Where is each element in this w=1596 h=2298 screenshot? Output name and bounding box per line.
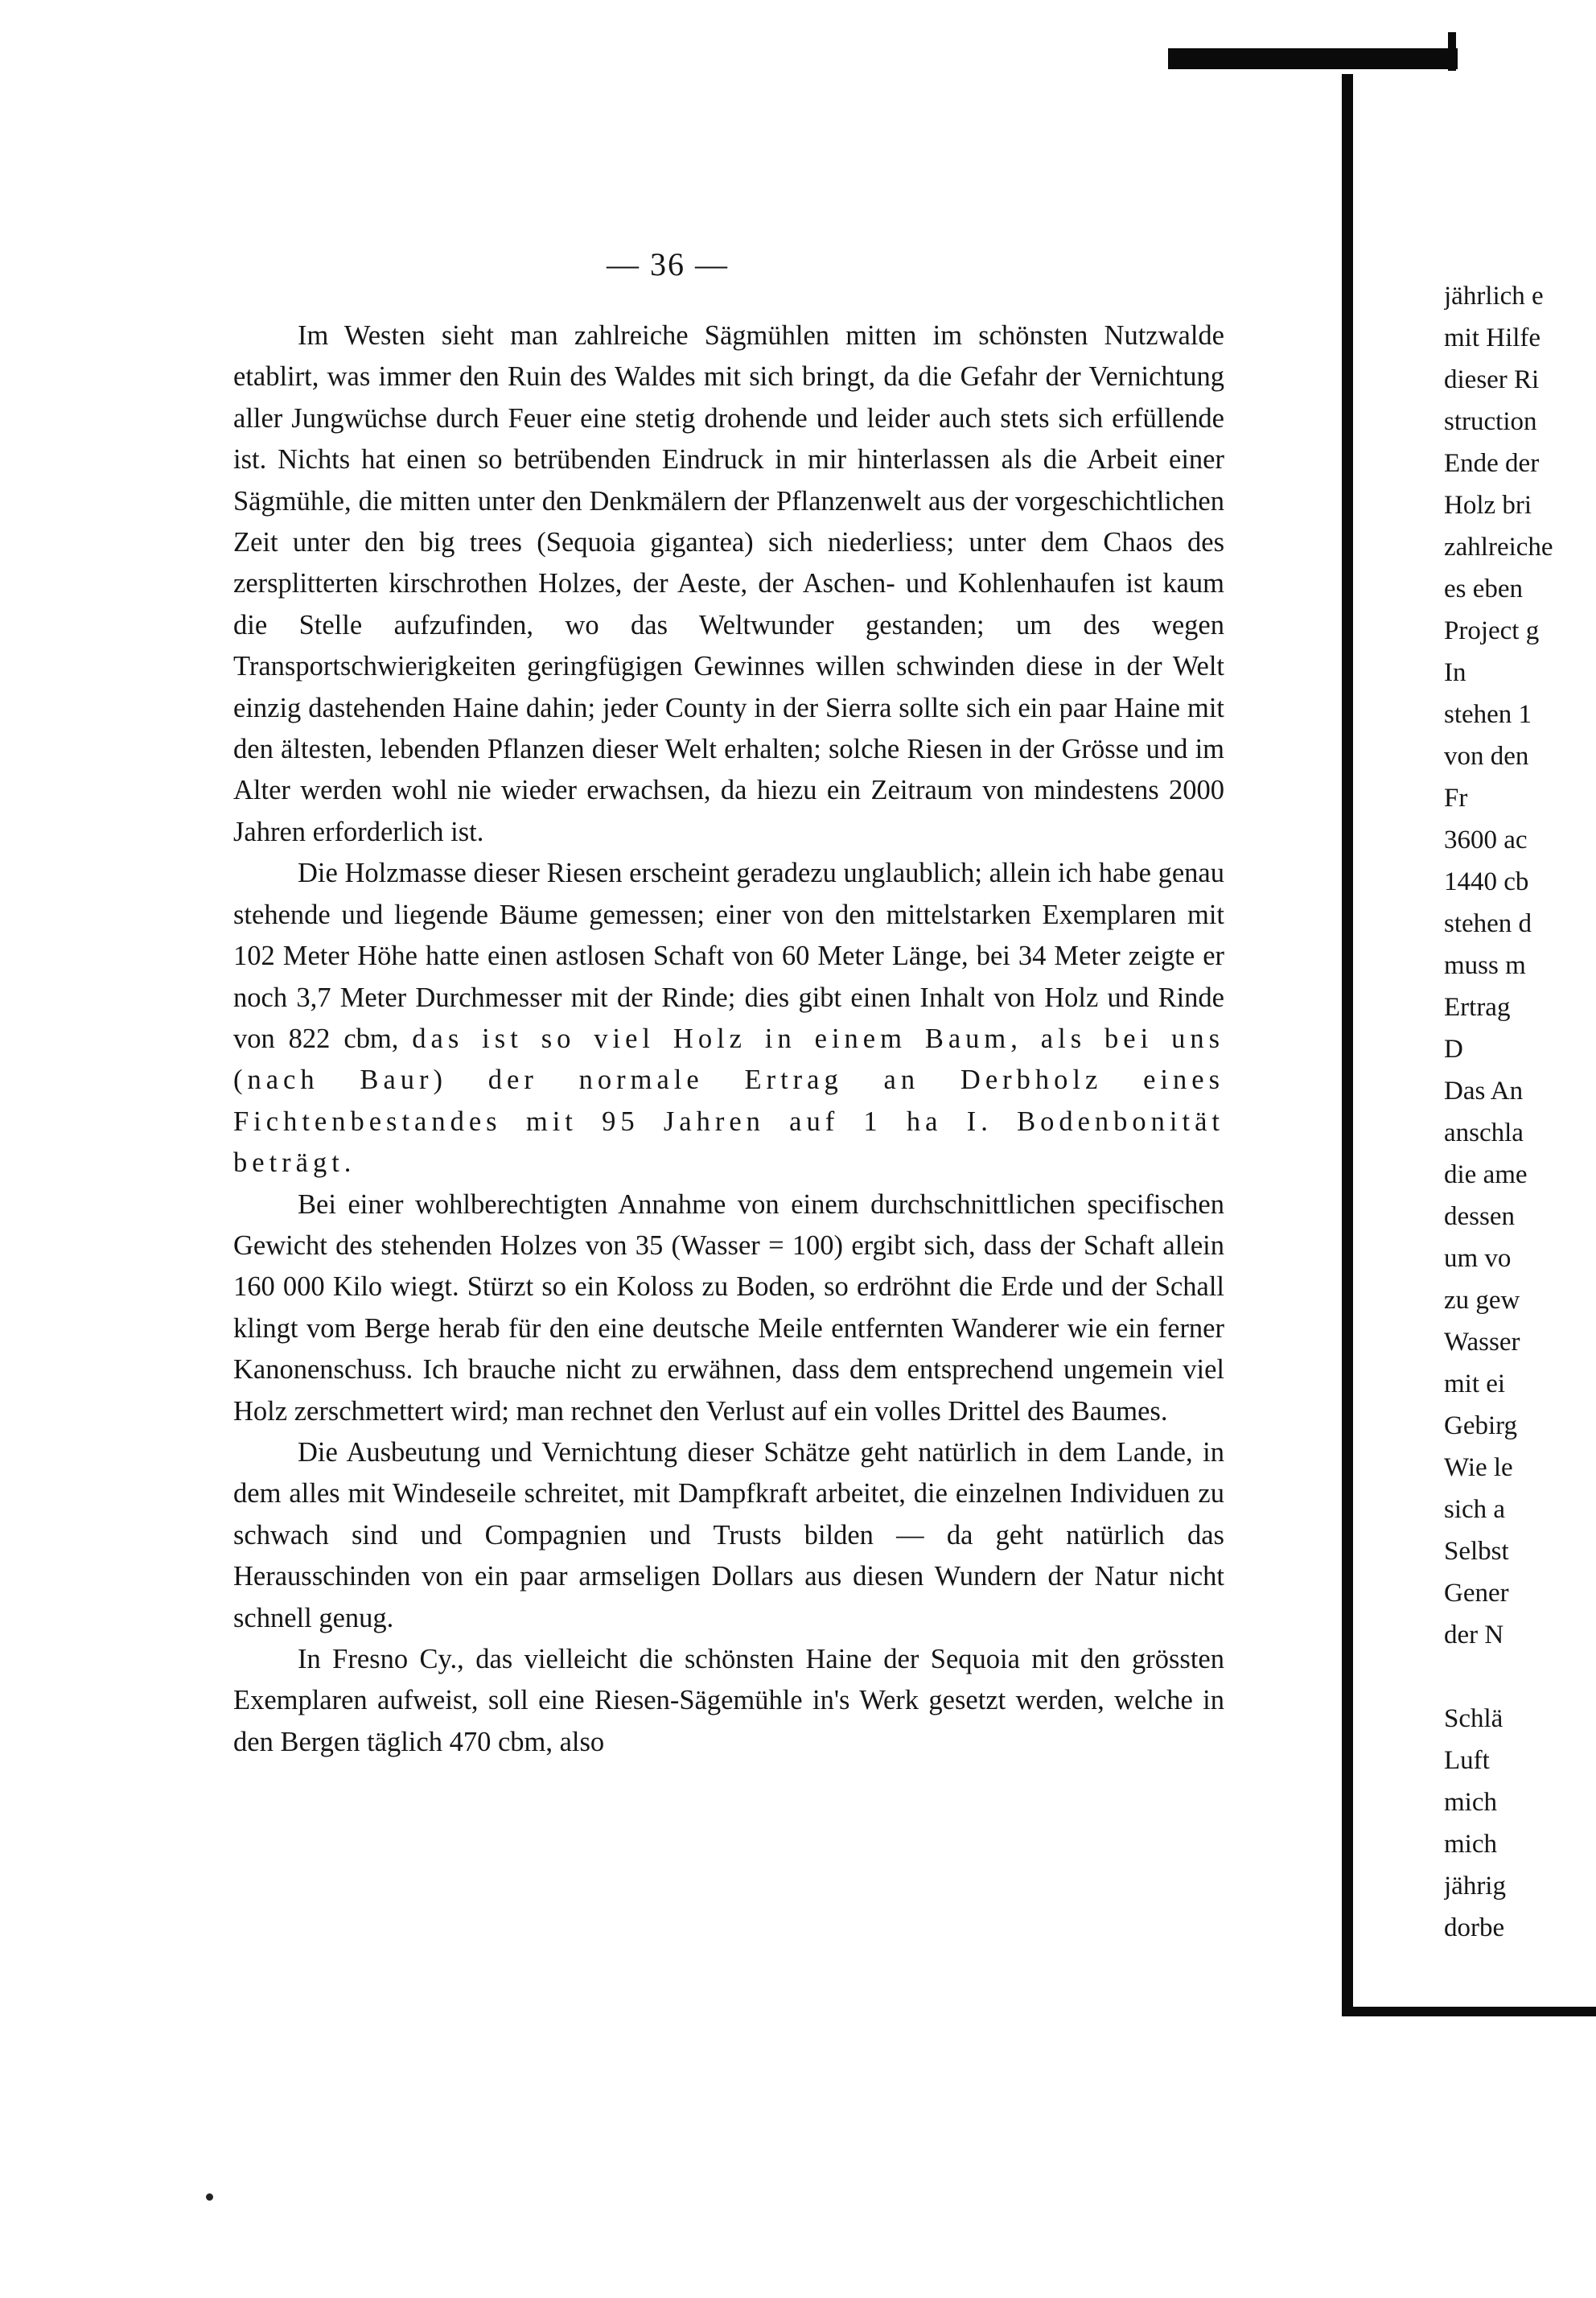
facing-page-line: zahlreiche — [1444, 533, 1553, 562]
facing-page-line: der N — [1444, 1621, 1504, 1649]
facing-page-fragment — [1444, 275, 1596, 1949]
facing-page-line: sich a — [1444, 1495, 1506, 1524]
facing-page-line: Ende der — [1444, 449, 1540, 478]
paragraph-5: In Fresno Cy., das vielleicht die schönsten Haine der Sequoia mit den grössten Exemplaren aufweist, soll eine Riesen-Sägemühle in's Werk gesetzt werden, welche in den Bergen täglich 470 cbm, also — [233, 1644, 1224, 1757]
facing-page-line: 1440 cb — [1444, 867, 1529, 896]
facing-page-line: In — [1444, 658, 1466, 687]
facing-page-line: Schlä — [1444, 1704, 1503, 1733]
facing-page-line: von den — [1444, 742, 1529, 771]
facing-page-line: Fr — [1444, 784, 1468, 813]
main-text-column — [233, 315, 1224, 1763]
facing-page-line: dieser Ri — [1444, 365, 1540, 394]
facing-page-line: muss m — [1444, 951, 1526, 980]
facing-page-line: zu gew — [1444, 1286, 1520, 1315]
facing-page-line: struction — [1444, 407, 1537, 436]
facing-page-line: Project g — [1444, 616, 1540, 645]
facing-page-line: dessen — [1444, 1202, 1515, 1231]
facing-page-line: dorbe — [1444, 1913, 1505, 1942]
facing-page-line: Ertrag — [1444, 993, 1511, 1022]
facing-page-line: Das An — [1444, 1077, 1524, 1106]
scan-gutter-top-mark — [1448, 32, 1456, 71]
facing-page-line: mit Hilfe — [1444, 323, 1541, 352]
page-number: — 36 — — [607, 246, 729, 282]
scan-gutter-bottom — [1342, 2007, 1596, 2016]
facing-page-line: Luft — [1444, 1746, 1490, 1775]
paragraph-3: Bei einer wohlberechtigten Annahme von einem durchschnittlichen specifischen Gewicht des stehenden Holzes von 35 (Wasser = 100) ergibt sich, dass der Schaft allein 160 000 Kilo wiegt. Stürzt so ein Koloss zu Boden, so erdröhnt die Erde und der Schall klingt vom Berge herab für den eine deutsche Meile entfernten Wanderer wie ein ferner Kanonenschuss. Ich brauche nicht zu erwähnen, dass dem entsprechend ungemein viel Holz zerschmettert wird; man rechnet den Verlust auf ein volles Drittel des Baumes. — [233, 1188, 1224, 1427]
paragraph-1: Im Westen sieht man zahlreiche Sägmühlen mitten im schönsten Nutzwalde etablirt, was immer den Ruin des Waldes mit sich bringt, da die Gefahr der Vernichtung aller Jungwüchse durch Feuer eine stetig drohende und leider auch stets sich erfüllende ist. Nichts hat einen so betrübenden Eindruck in mir hinterlassen als die Arbeit einer Sägmühle, die mitten unter den Denkmälern der Pflanzenwelt aus der vorgeschichtlichen Zeit unter den big trees (Sequoia gigantea) sich niederliess; unter dem Chaos des zersplitterten kirschrothen Holzes, der Aeste, der Aschen- und Kohlenhaufen ist kaum die Stelle aufzufinden, wo das Weltwunder gestanden; um des wegen Transportschwierigkeiten geringfügigen Gewinnes willen schwinden diese in der Welt einzig dastehenden Haine dahin; jeder County in der Sierra sollte sich ein paar Haine mit den ältesten, lebenden Pflanzen dieser Welt erhalten; solche Riesen in der Grösse und im Alter werden wohl nie wieder erwachsen, da hiezu ein Zeitraum von mindestens 2000 Jahren erforderlich ist. — [233, 320, 1224, 847]
facing-page-line: mich — [1444, 1830, 1497, 1859]
facing-page-line: stehen 1 — [1444, 700, 1532, 729]
facing-page-line: Gebirg — [1444, 1411, 1518, 1440]
facing-page-line: jährlich e — [1444, 282, 1544, 311]
facing-page-line: es eben — [1444, 574, 1524, 603]
facing-page-line: 3600 ac — [1444, 826, 1528, 855]
facing-page-line: Gener — [1444, 1579, 1509, 1608]
facing-page-line: die ame — [1444, 1160, 1528, 1189]
paragraph-4: Die Ausbeutung und Vernichtung dieser Schätze geht natürlich in dem Lande, in dem alles mit Windeseile schreitet, mit Dampfkraft arbeitet, die einzelnen Individuen zu schwach sind und Compagnien und Trusts bilden — da geht natürlich das Herausschinden von ein paar armseligen Dollars aus diesen Wundern der Natur nicht schnell genug. — [233, 1436, 1224, 1633]
facing-page-line: Holz bri — [1444, 491, 1532, 520]
facing-page-line: Selbst — [1444, 1537, 1509, 1566]
facing-page-line: mich — [1444, 1788, 1497, 1817]
scan-gutter-top — [1168, 48, 1458, 69]
facing-page-line: Wasser — [1444, 1328, 1520, 1357]
facing-page-line: anschla — [1444, 1118, 1524, 1147]
facing-page-line: um vo — [1444, 1244, 1512, 1273]
facing-page-line: jährig — [1444, 1872, 1506, 1901]
facing-page-line: Wie le — [1444, 1453, 1513, 1482]
facing-page-line: mit ei — [1444, 1369, 1506, 1398]
spaced-passage: das ist so viel Holz in einem Baum, als bei uns (nach Baur) der normale Ertrag an Derbholz eines Fichtenbestandes mit 95 Jahren auf 1 ha I. Bodenbonität beträgt. — [233, 1023, 1225, 1179]
scan-gutter-line — [1342, 74, 1353, 2013]
facing-page-line: stehen d — [1444, 909, 1532, 938]
paragraph-2 — [233, 853, 1224, 1184]
facing-page-line: D — [1444, 1035, 1463, 1064]
scan-speck — [206, 2193, 213, 2201]
facing-page-line — [1444, 1656, 1596, 1698]
paragraph-2-text: Die Holzmasse dieser Riesen erscheint geradezu unglaublich; allein ich habe genau stehende und liegende Bäume gemessen; einer von den mittelstarken Exemplaren mit 102 Meter Höhe hatte einen astlosen Schaft von 60 Meter Länge, bei 34 Meter zeigte er noch 3,7 Meter Durchmesser mit der Rinde; dies gibt einen Inhalt von Holz und Rinde von 822 cbm, — [233, 858, 1224, 1054]
